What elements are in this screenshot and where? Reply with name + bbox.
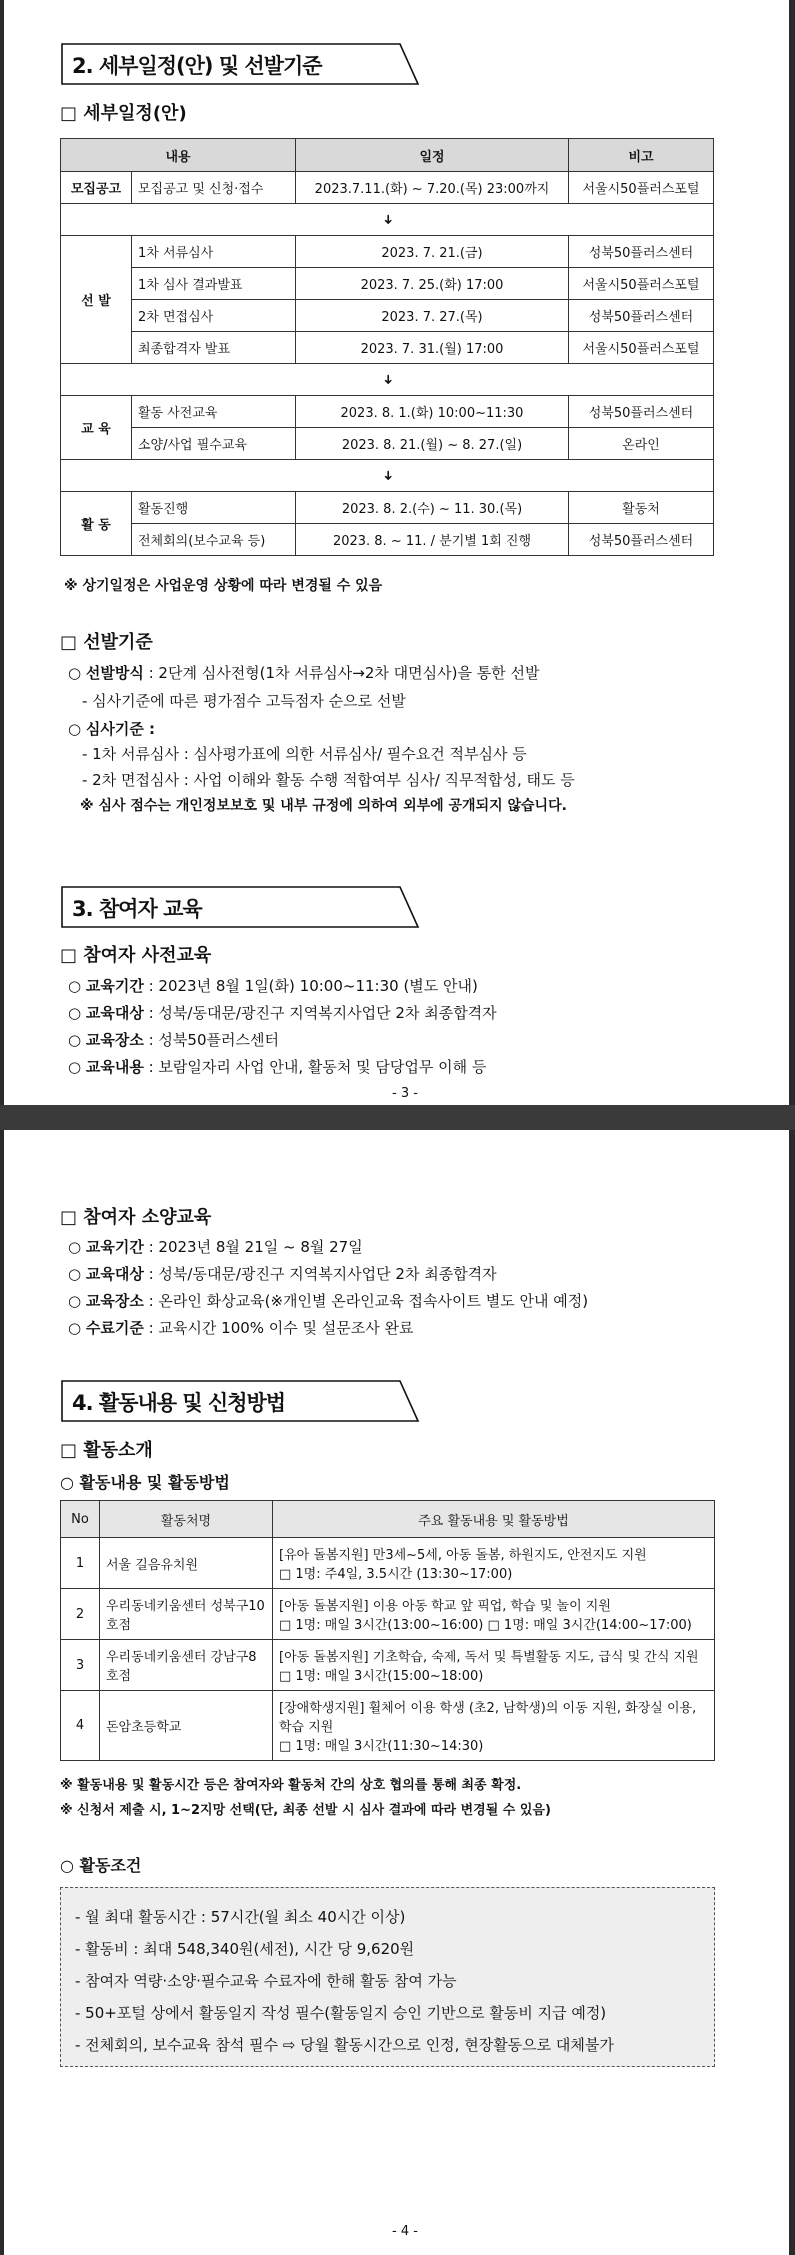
schedule-note: 온라인 xyxy=(569,428,714,460)
schedule-item: 활동 사전교육 xyxy=(132,396,296,428)
basic-edu-heading: □ 참여자 소양교육 xyxy=(60,1207,212,1228)
standard-label: 심사기준 xyxy=(85,720,144,738)
arrow-down-icon xyxy=(61,364,714,396)
pre-edu-item: ○ 교육장소 : 성북50플러스센터 xyxy=(68,1031,279,1049)
arrow-glyph: ➜ xyxy=(379,214,395,225)
arrow-glyph: ➜ xyxy=(379,374,395,385)
schedule-item: 활동진행 xyxy=(132,492,296,524)
conditions-heading: ○ 활동조건 xyxy=(60,1856,142,1875)
schedule-note: ※ 상기일정은 사업운영 상황에 따라 변경될 수 있음 xyxy=(64,578,383,594)
basic-edu-item: ○ 교육기간 : 2023년 8월 21일 ~ 8월 27일 xyxy=(68,1238,363,1256)
activity-place: 우리동네키움센터 강남구8호점 xyxy=(100,1640,273,1691)
standard-note: ※ 심사 점수는 개인정보보호 및 내부 규정에 의하여 외부에 공개되지 않습니다. xyxy=(80,798,567,814)
arrow-down-icon xyxy=(61,204,714,236)
schedule-note: 성북50플러스센터 xyxy=(569,396,714,428)
schedule-note: 서울시50플러스포털 xyxy=(569,172,714,204)
table-row xyxy=(61,428,714,460)
pre-edu-item: ○ 교육대상 : 성북/동대문/광진구 지역복지사업단 2차 최종합격자 xyxy=(68,1004,497,1022)
schedule-item: 모집공고 및 신청·접수 xyxy=(132,172,296,204)
page-separator xyxy=(0,1105,795,1130)
table-header-row xyxy=(61,139,714,172)
schedule-date: 2023. 8. 1.(화) 10:00~11:30 xyxy=(296,396,569,428)
activity-desc: [아동 돌봄지원] 기초학습, 숙제, 독서 및 특별활동 지도, 급식 및 간식 지원 □ 1명: 매일 3시간(15:00~18:00) xyxy=(273,1640,715,1691)
schedule-date: 2023. 8. 21.(월) ~ 8. 27.(일) xyxy=(296,428,569,460)
schedule-date: 2023. 7. 27.(목) xyxy=(296,300,569,332)
schedule-note: 서울시50플러스포털 xyxy=(569,332,714,364)
arrow-row xyxy=(61,364,714,396)
group-label: 활 동 xyxy=(61,492,132,556)
schedule-item: 1차 심사 결과발표 xyxy=(132,268,296,300)
condition-item: - 활동비 : 최대 548,340원(세전), 시간 당 9,620원 xyxy=(75,1940,415,1958)
basic-edu-item: ○ 교육장소 : 온라인 화상교육(※개인별 온라인교육 접속사이트 별도 안내 예정) xyxy=(68,1292,589,1310)
basic-edu-item: ○ 수료기준 : 교육시간 100% 이수 및 설문조사 완료 xyxy=(68,1319,414,1337)
schedule-note: 성북50플러스센터 xyxy=(569,524,714,556)
basic-edu-item: ○ 교육대상 : 성북/동대문/광진구 지역복지사업단 2차 최종합격자 xyxy=(68,1265,497,1283)
pre-edu-heading: □ 참여자 사전교육 xyxy=(60,945,212,966)
section-3-title: 3. 참여자 교육 xyxy=(60,885,420,929)
activity-desc: [장애학생지원] 휠체어 이용 학생 (초2, 남학생)의 이동 지원, 화장실 이용, 학습 지원 □ 1명: 매일 3시간(11:30~14:30) xyxy=(273,1691,715,1761)
activity-place: 우리동네키움센터 성북구10호점 xyxy=(100,1589,273,1640)
table-row xyxy=(61,300,714,332)
condition-item: - 전체회의, 보수교육 참석 필수 ⇨ 당월 활동시간으로 인정, 현장활동으로 대체불가 xyxy=(75,2036,614,2054)
schedule-note: 성북50플러스센터 xyxy=(569,300,714,332)
schedule-note: 성북50플러스센터 xyxy=(569,236,714,268)
table-row xyxy=(61,396,714,428)
col-header-place: 활동처명 xyxy=(100,1501,273,1538)
schedule-item: 소양/사업 필수교육 xyxy=(132,428,296,460)
table-row xyxy=(61,172,714,204)
schedule-date: 2023. 7. 21.(금) xyxy=(296,236,569,268)
condition-item: - 월 최대 활동시간 : 57시간(월 최소 40시간 이상) xyxy=(75,1908,406,1926)
table-row xyxy=(61,1589,715,1640)
group-label: 선 발 xyxy=(61,236,132,364)
activity-note-2: ※ 신청서 제출 시, 1~2지망 선택(단, 최종 선발 시 심사 결과에 따라 변경될 수 있음) xyxy=(60,1803,551,1818)
method-heading: ○ 활동내용 및 활동방법 xyxy=(60,1473,230,1492)
table-row xyxy=(61,492,714,524)
activity-no: 1 xyxy=(61,1538,100,1589)
activity-note-1: ※ 활동내용 및 활동시간 등은 참여자와 활동처 간의 상호 협의를 통해 최종 확정. xyxy=(60,1778,522,1793)
page-border-left xyxy=(0,0,4,1105)
schedule-note: 서울시50플러스포털 xyxy=(569,268,714,300)
activity-no: 3 xyxy=(61,1640,100,1691)
group-label: 교 육 xyxy=(61,396,132,460)
activity-desc: [유아 돌봄지원] 만3세~5세, 아동 돌봄, 하원지도, 안전지도 지원 □ 1명: 주4일, 3.5시간 (13:30~17:00) xyxy=(273,1538,715,1589)
page-number: - 3 - xyxy=(392,1086,418,1101)
table-row xyxy=(61,524,714,556)
condition-item: - 50+포털 상에서 활동일지 작성 필수(활동일지 승인 기반으로 활동비 지급 예정) xyxy=(75,2004,607,2022)
schedule-table xyxy=(60,138,714,556)
standard-line: ○ 심사기준 : xyxy=(68,720,156,738)
condition-item: - 참여자 역량·소양·필수교육 수료자에 한해 활동 참여 가능 xyxy=(75,1972,457,1990)
table-row xyxy=(61,332,714,364)
activity-table xyxy=(60,1500,715,1761)
pre-edu-item: ○ 교육기간 : 2023년 8월 1일(화) 10:00~11:30 (별도 안내) xyxy=(68,977,478,995)
page-border-left xyxy=(0,1130,4,2255)
standard-sub-2: - 2차 면접심사 : 사업 이해와 활동 수행 적합여부 심사/ 직무적합성, 태도 등 xyxy=(82,771,575,789)
intro-heading: □ 활동소개 xyxy=(60,1440,153,1461)
arrow-glyph: ➜ xyxy=(379,470,395,481)
col-header-content: 내용 xyxy=(61,139,296,172)
method-text: : 2단계 심사전형(1차 서류심사→2차 대면심사)을 통한 선발 xyxy=(143,664,540,682)
method-line: ○ 선발방식 : 2단계 심사전형(1차 서류심사→2차 대면심사)을 통한 선발 xyxy=(68,664,540,682)
col-header-note: 비고 xyxy=(569,139,714,172)
schedule-item: 최종합격자 발표 xyxy=(132,332,296,364)
criteria-heading: □ 선발기준 xyxy=(60,632,153,653)
activity-place: 서울 길음유치원 xyxy=(100,1538,273,1589)
activity-no: 4 xyxy=(61,1691,100,1761)
table-header-row xyxy=(61,1501,715,1538)
table-row xyxy=(61,1538,715,1589)
arrow-row xyxy=(61,460,714,492)
group-label: 모집공고 xyxy=(61,172,132,204)
arrow-row xyxy=(61,204,714,236)
schedule-item: 2차 면접심사 xyxy=(132,300,296,332)
activity-place: 돈암초등학교 xyxy=(100,1691,273,1761)
schedule-item: 전체회의(보수교육 등) xyxy=(132,524,296,556)
page-border-right xyxy=(789,0,795,1105)
schedule-date: 2023. 7. 25.(화) 17:00 xyxy=(296,268,569,300)
schedule-date: 2023. 7. 31.(월) 17:00 xyxy=(296,332,569,364)
schedule-date: 2023.7.11.(화) ~ 7.20.(목) 23:00까지 xyxy=(296,172,569,204)
schedule-date: 2023. 8. ~ 11. / 분기별 1회 진행 xyxy=(296,524,569,556)
method-sub: - 심사기준에 따른 평가점수 고득점자 순으로 선발 xyxy=(82,692,406,710)
standard-suffix: : xyxy=(143,720,156,738)
table-row xyxy=(61,1691,715,1761)
schedule-heading: □ 세부일정(안) xyxy=(60,103,187,124)
schedule-note: 활동처 xyxy=(569,492,714,524)
arrow-down-icon xyxy=(61,460,714,492)
conditions-box xyxy=(60,1887,715,2067)
col-header-no: No xyxy=(61,1501,100,1538)
section-2-title: 2. 세부일정(안) 및 선발기준 xyxy=(60,42,420,86)
activity-desc: [아동 돌봄지원] 이용 아동 학교 앞 픽업, 학습 및 놀이 지원 □ 1명: 매일 3시간(13:00~16:00) □ 1명: 매일 3시간(14:00~17:00) xyxy=(273,1589,715,1640)
schedule-item: 1차 서류심사 xyxy=(132,236,296,268)
page-border-right xyxy=(789,1130,795,2255)
method-label: 선발방식 xyxy=(85,664,144,682)
section-4-title: 4. 활동내용 및 신청방법 xyxy=(60,1379,420,1423)
table-row xyxy=(61,268,714,300)
page-number: - 4 - xyxy=(392,2224,418,2239)
standard-sub-1: - 1차 서류심사 : 심사평가표에 의한 서류심사/ 필수요건 적부심사 등 xyxy=(82,745,527,763)
pre-edu-item: ○ 교육내용 : 보람일자리 사업 안내, 활동처 및 담당업무 이해 등 xyxy=(68,1058,487,1076)
col-header-desc: 주요 활동내용 및 활동방법 xyxy=(273,1501,715,1538)
schedule-date: 2023. 8. 2.(수) ~ 11. 30.(목) xyxy=(296,492,569,524)
table-row xyxy=(61,236,714,268)
table-row xyxy=(61,1640,715,1691)
col-header-date: 일정 xyxy=(296,139,569,172)
activity-no: 2 xyxy=(61,1589,100,1640)
